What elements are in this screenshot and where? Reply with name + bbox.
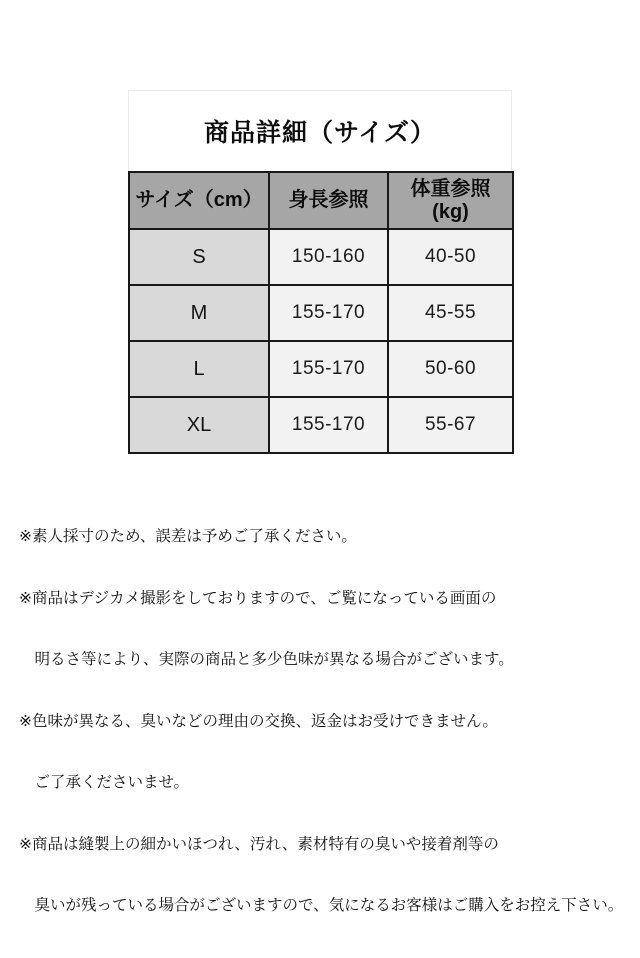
table-row-xl (129, 397, 513, 453)
weight-cell: 45-55 (388, 285, 513, 341)
table-row-m (129, 285, 513, 341)
note-line: 臭いが残っている場合がございますので、気になるお客様はご購入をお控え下さい。 (19, 897, 624, 914)
height-cell: 155-170 (269, 397, 388, 453)
height-cell: 150-160 (269, 229, 388, 285)
size-cell: XL (129, 397, 269, 453)
note-line: 明るさ等により、実際の商品と多少色味が異なる場合がございます。 (19, 651, 514, 668)
weight-cell: 40-50 (388, 229, 513, 285)
table-row-l (129, 341, 513, 397)
note-line: ※色味が異なる、臭いなどの理由の交換、返金はお受けできません。 (19, 712, 498, 730)
table-row-s (129, 229, 513, 285)
height-cell: 155-170 (269, 285, 388, 341)
note-line: ※素人採寸のため、誤差は予めご了承ください。 (19, 528, 357, 545)
size-table (128, 171, 514, 454)
weight-cell: 50-60 (388, 341, 513, 397)
size-cell: M (129, 285, 269, 341)
column-header-weight-unit: (kg) (432, 200, 469, 223)
disclaimer-notes (19, 486, 635, 958)
note-line: ※商品は縫製上の細かいほつれ、汚れ、素材特有の臭いや接着剤等の (19, 835, 499, 853)
column-header-weight-label: 体重参照 (410, 178, 491, 201)
column-header-size: サイズ（cm） (129, 172, 269, 229)
header-row (129, 172, 513, 229)
column-header-height: 身長参照 (269, 172, 388, 229)
size-cell: S (129, 229, 269, 285)
weight-cell: 55-67 (388, 397, 513, 453)
height-cell: 155-170 (269, 341, 388, 397)
size-chart-title-box (128, 90, 512, 171)
column-header-weight (388, 172, 513, 229)
size-chart (128, 90, 512, 454)
size-cell: L (129, 341, 269, 397)
size-chart-title: 商品詳細（サイズ） (203, 119, 436, 147)
note-line: ※商品はデジカメ撮影をしておりますので、ご覧になっている画面の (19, 589, 497, 607)
note-line: ご了承くださいませ。 (19, 774, 190, 791)
